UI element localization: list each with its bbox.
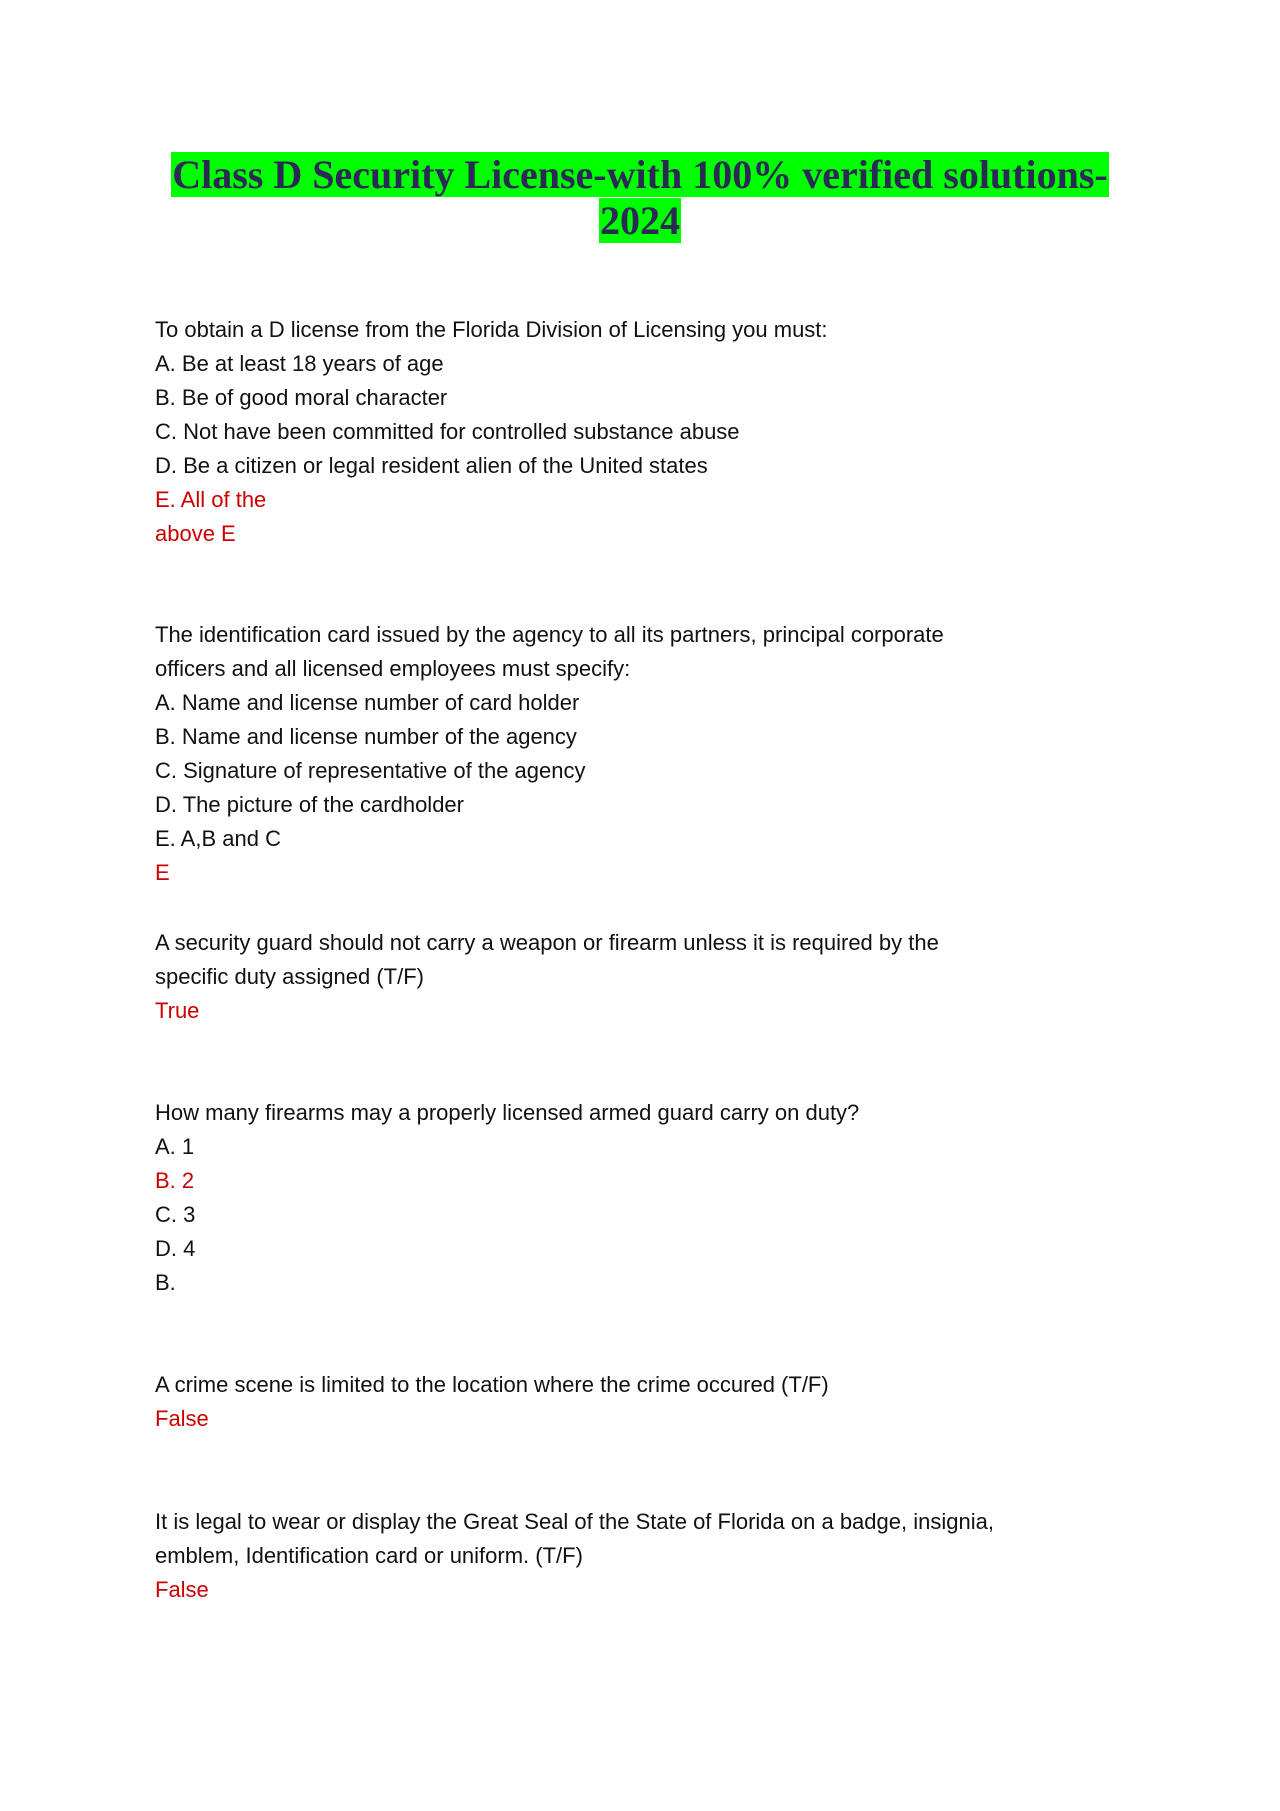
answer: True bbox=[155, 998, 200, 1023]
question-text: How many firearms may a properly licensed armed guard carry on duty? bbox=[155, 1100, 860, 1125]
question-text: To obtain a D license from the Florida Division of Licensing you must: bbox=[155, 317, 828, 342]
title-line-1: Class D Security License-with 100% verified solutions- bbox=[172, 152, 1108, 197]
option: A. Be at least 18 years of age bbox=[155, 351, 444, 376]
question-text: A crime scene is limited to the location where the crime occured (T/F) bbox=[155, 1372, 829, 1397]
option: B. Name and license number of the agency bbox=[155, 724, 577, 749]
question-2 bbox=[155, 618, 1155, 890]
question-4 bbox=[155, 1096, 1155, 1300]
answer: E bbox=[155, 860, 170, 885]
option: C. 3 bbox=[155, 1202, 196, 1227]
option: A. 1 bbox=[155, 1134, 195, 1159]
option: B. Be of good moral character bbox=[155, 385, 448, 410]
option: C. Signature of representative of the agency bbox=[155, 758, 586, 783]
option: E. A,B and C bbox=[155, 826, 281, 851]
question-text: The identification card issued by the agency to all its partners, principal corporate bbox=[155, 622, 944, 647]
answer: above E bbox=[155, 521, 236, 546]
question-text: specific duty assigned (T/F) bbox=[155, 964, 424, 989]
document-title-cont bbox=[0, 198, 1280, 244]
question-5 bbox=[155, 1368, 1155, 1436]
option: D. Be a citizen or legal resident alien of the United states bbox=[155, 453, 708, 478]
question-3 bbox=[155, 926, 1155, 1028]
option: A. Name and license number of card holder bbox=[155, 690, 580, 715]
option: C. Not have been committed for controlled substance abuse bbox=[155, 419, 740, 444]
question-text: A security guard should not carry a weapon or firearm unless it is required by the bbox=[155, 930, 939, 955]
question-text: It is legal to wear or display the Great Seal of the State of Florida on a badge, insignia, bbox=[155, 1509, 994, 1534]
answer: False bbox=[155, 1577, 209, 1602]
question-6 bbox=[155, 1505, 1155, 1607]
title-line-2: 2024 bbox=[600, 198, 680, 243]
option: D. The picture of the cardholder bbox=[155, 792, 464, 817]
document-title bbox=[0, 152, 1280, 198]
option: B. bbox=[155, 1270, 176, 1295]
question-text: officers and all licensed employees must specify: bbox=[155, 656, 631, 681]
question-1 bbox=[155, 313, 1155, 551]
answer: E. All of the bbox=[155, 487, 267, 512]
answer: B. 2 bbox=[155, 1168, 195, 1193]
option: D. 4 bbox=[155, 1236, 196, 1261]
answer: False bbox=[155, 1406, 209, 1431]
question-text: emblem, Identification card or uniform. (T/F) bbox=[155, 1543, 583, 1568]
